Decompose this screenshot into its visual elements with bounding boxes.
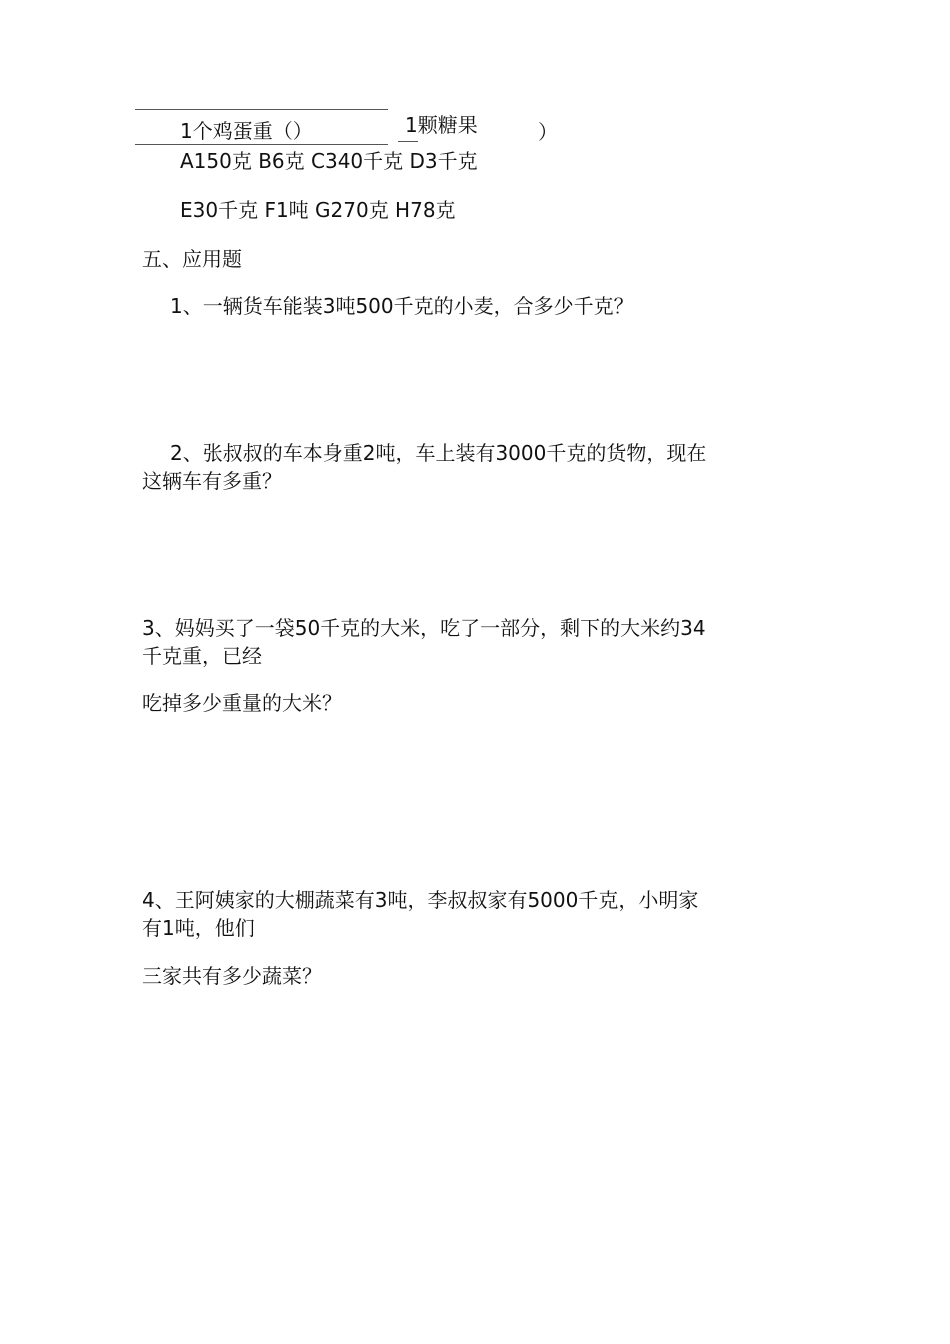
options-row-2: E30千克 F1吨 G270克 H78克	[180, 198, 456, 222]
problem-4-line-1: 4、王阿姨家的大棚蔬菜有3吨，李叔叔家有5000千克，小明家	[142, 888, 699, 912]
section-heading: 五、应用题	[142, 247, 242, 271]
problem-3-line-1: 3、妈妈买了一袋50千克的大米，吃了一部分，剩下的大米约34	[142, 616, 706, 640]
top-rule-upper	[135, 109, 388, 110]
problem-2-line-1: 2、张叔叔的车本身重2吨，车上装有3000千克的货物，现在	[170, 441, 707, 465]
problem-4-line-3: 三家共有多少蔬菜？	[142, 964, 322, 988]
problem-3-line-2: 千克重，已经	[142, 644, 262, 668]
problem-2-line-2: 这辆车有多重？	[142, 469, 282, 493]
problem-1-line-1: 1、一辆货车能装3吨500千克的小麦，合多少千克？	[170, 294, 634, 318]
problem-4-line-2: 有1吨，他们	[142, 916, 255, 940]
right-paren: ）	[538, 120, 558, 144]
question-egg-weight: 1个鸡蛋重（）	[180, 119, 313, 143]
problem-3-line-3: 吃掉多少重量的大米？	[142, 691, 342, 715]
options-row-1: A150克 B6克 C340千克 D3千克	[180, 149, 478, 173]
top-rule-short	[398, 141, 418, 142]
question-candy-weight: 1颗糖果	[405, 113, 478, 137]
